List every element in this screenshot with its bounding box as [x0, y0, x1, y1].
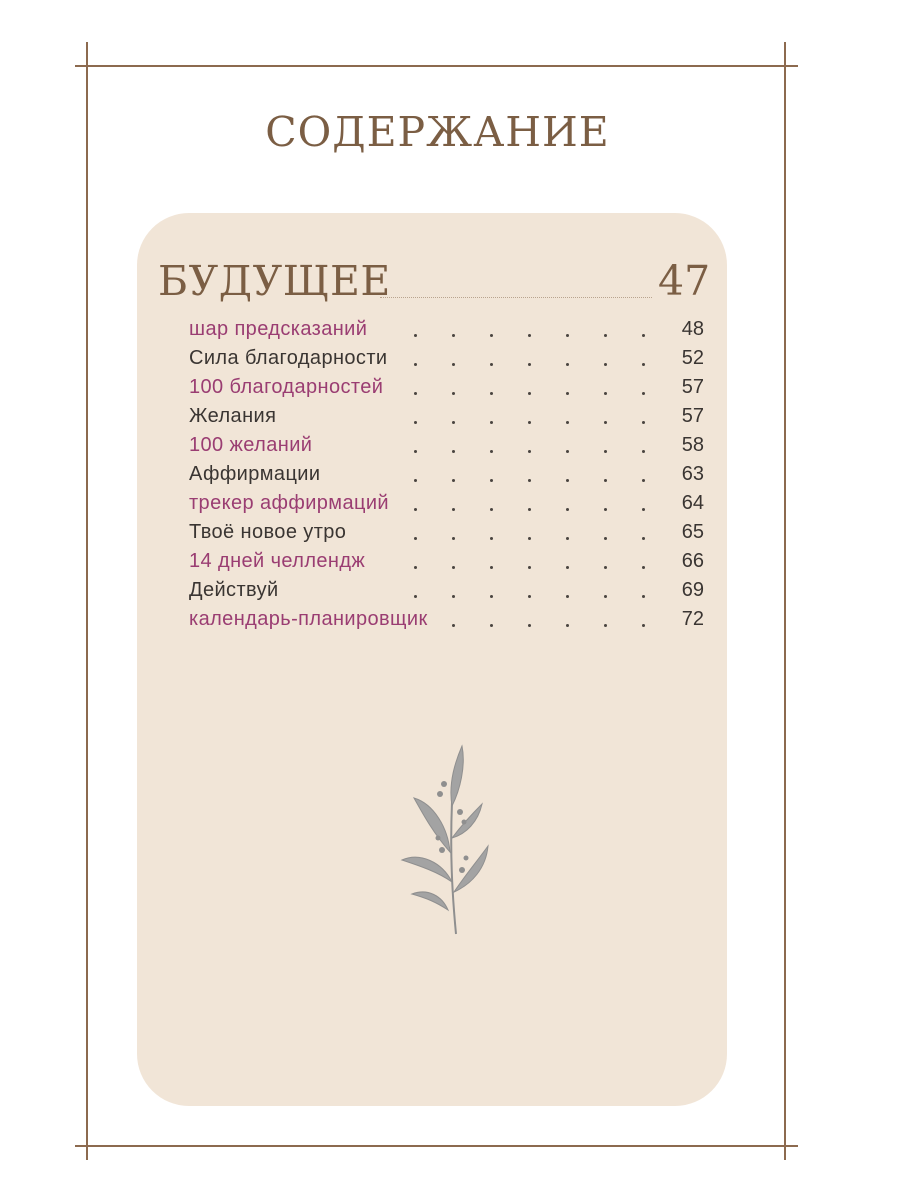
- toc-entry-page: 57: [681, 376, 704, 398]
- toc-leader-dot: [528, 334, 531, 337]
- toc-leader-dot: [452, 363, 455, 366]
- toc-entry[interactable]: [189, 605, 704, 634]
- toc-leader-dot: [490, 595, 493, 598]
- toc-leader-dot: [414, 479, 417, 482]
- toc-leader-dot: [528, 450, 531, 453]
- toc-leader-dot: [414, 392, 417, 395]
- toc-entry[interactable]: [189, 373, 704, 402]
- toc-leader-dot: [566, 392, 569, 395]
- toc-entry-label: 100 желаний: [189, 434, 313, 456]
- toc-leader-dot: [452, 479, 455, 482]
- toc-leader-dot: [566, 566, 569, 569]
- frame-line-bottom: [75, 1145, 798, 1147]
- toc-leader-dot: [642, 392, 645, 395]
- toc-leader-dot: [528, 537, 531, 540]
- leaf-sprig-icon: [390, 742, 500, 942]
- toc-entry-label: 14 дней челлендж: [189, 550, 366, 572]
- toc-leader-dot: [414, 537, 417, 540]
- section-title[interactable]: БУДУЩЕЕ: [158, 257, 391, 305]
- toc-leader-dot: [604, 421, 607, 424]
- toc-leader-dot: [452, 421, 455, 424]
- toc-leader-dot: [414, 508, 417, 511]
- toc-leader-dot: [490, 334, 493, 337]
- toc-leader-dot: [642, 479, 645, 482]
- toc-leader-dot: [528, 392, 531, 395]
- toc-entry-page: 57: [681, 405, 704, 427]
- toc-leader-dot: [414, 334, 417, 337]
- toc-leader-dot: [414, 595, 417, 598]
- toc-leader-dot: [528, 624, 531, 627]
- toc-entry-page: 48: [681, 318, 704, 340]
- toc-leader-dot: [490, 450, 493, 453]
- toc-leader-dot: [642, 508, 645, 511]
- toc-leader-dot: [642, 363, 645, 366]
- toc-entry[interactable]: [189, 431, 704, 460]
- toc-leader-dot: [604, 595, 607, 598]
- toc-leader-dot: [604, 566, 607, 569]
- toc-leader-dot: [452, 334, 455, 337]
- toc-leader-dot: [566, 450, 569, 453]
- toc-leader-dot: [604, 450, 607, 453]
- toc-entry-label: шар предсказаний: [189, 318, 368, 340]
- toc-entry[interactable]: [189, 460, 704, 489]
- page-title: СОДЕРЖАНИЕ: [265, 108, 610, 156]
- toc-leader-dot: [642, 624, 645, 627]
- toc-leader-dot: [566, 595, 569, 598]
- toc-leader-dot: [452, 566, 455, 569]
- toc-entry-label: Действуй: [189, 579, 279, 601]
- frame-line-right: [784, 42, 786, 1160]
- toc-entry-label: Твоё новое утро: [189, 521, 347, 543]
- toc-leader-dot: [490, 392, 493, 395]
- toc-leader-dot: [452, 508, 455, 511]
- toc-leader-dot: [528, 595, 531, 598]
- toc-entry-label: Желания: [189, 405, 277, 427]
- toc-entry-page: 64: [681, 492, 704, 514]
- toc-leader-dot: [642, 450, 645, 453]
- toc-entry-page: 65: [681, 521, 704, 543]
- toc-leader-dot: [642, 566, 645, 569]
- toc-leader-dot: [528, 421, 531, 424]
- toc-leader-dot: [604, 392, 607, 395]
- toc-leader-dot: [490, 537, 493, 540]
- toc-leader-dot: [604, 508, 607, 511]
- toc-leader-dot: [604, 537, 607, 540]
- toc-entry-page: 58: [681, 434, 704, 456]
- section-page-number: 47: [658, 257, 711, 305]
- toc-leader-dot: [642, 537, 645, 540]
- toc-leader-dot: [642, 334, 645, 337]
- toc-leader-dot: [642, 595, 645, 598]
- toc-leader-dot: [452, 450, 455, 453]
- toc-leader-dot: [566, 624, 569, 627]
- toc-leader-dot: [566, 421, 569, 424]
- toc-leader-dot: [566, 334, 569, 337]
- frame-line-left: [86, 42, 88, 1160]
- toc-entry-label: календарь-планировщик: [189, 608, 428, 630]
- toc-leader-dot: [452, 624, 455, 627]
- toc-leader-dot: [566, 363, 569, 366]
- toc-entry[interactable]: [189, 547, 704, 576]
- toc-leader-dot: [566, 537, 569, 540]
- toc-leader-dot: [452, 595, 455, 598]
- toc-entry[interactable]: [189, 576, 704, 605]
- toc-leader-dot: [490, 363, 493, 366]
- toc-leader-dot: [566, 508, 569, 511]
- toc-leader-dot: [452, 392, 455, 395]
- toc-entry[interactable]: [189, 402, 704, 431]
- toc-entry-page: 66: [681, 550, 704, 572]
- toc-leader-dot: [490, 624, 493, 627]
- toc-list: [189, 315, 704, 634]
- toc-entry-page: 52: [681, 347, 704, 369]
- toc-leader-dot: [528, 363, 531, 366]
- toc-leader-dot: [528, 508, 531, 511]
- toc-entry[interactable]: [189, 489, 704, 518]
- toc-leader-dot: [414, 566, 417, 569]
- toc-leader-dot: [604, 624, 607, 627]
- toc-leader-dot: [490, 421, 493, 424]
- toc-entry[interactable]: [189, 344, 704, 373]
- toc-entry-label: трекер аффирмаций: [189, 492, 389, 514]
- toc-leader-dot: [490, 508, 493, 511]
- toc-leader-dot: [528, 479, 531, 482]
- toc-entry[interactable]: [189, 315, 704, 344]
- toc-leader-dot: [604, 334, 607, 337]
- toc-entry[interactable]: [189, 518, 704, 547]
- toc-leader-dot: [452, 537, 455, 540]
- toc-leader-dot: [528, 566, 531, 569]
- toc-leader-dot: [414, 363, 417, 366]
- toc-entry-label: Сила благодарности: [189, 347, 388, 369]
- toc-entry-page: 69: [681, 579, 704, 601]
- toc-leader-dot: [414, 421, 417, 424]
- toc-leader-dot: [566, 479, 569, 482]
- toc-leader-dot: [604, 363, 607, 366]
- toc-entry-label: Аффирмации: [189, 463, 321, 485]
- toc-leader-dot: [642, 421, 645, 424]
- toc-leader-dot: [414, 450, 417, 453]
- toc-entry-page: 63: [681, 463, 704, 485]
- toc-leader-dot: [490, 566, 493, 569]
- toc-leader-dot: [490, 479, 493, 482]
- frame-line-top: [75, 65, 798, 67]
- toc-leader-dot: [604, 479, 607, 482]
- section-dotted-leader: [380, 297, 652, 298]
- toc-entry-label: 100 благодарностей: [189, 376, 384, 398]
- toc-entry-page: 72: [681, 608, 704, 630]
